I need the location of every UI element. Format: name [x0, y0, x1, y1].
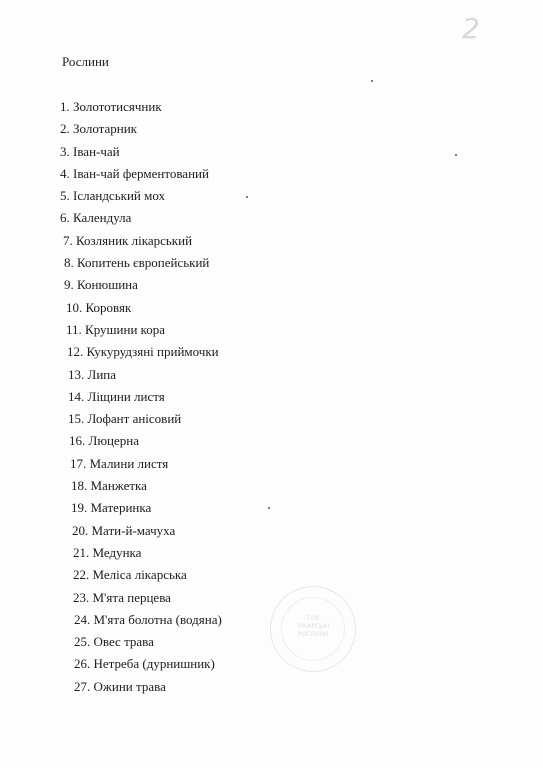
plant-list-item: 19. Материнка	[71, 500, 152, 516]
scan-speck	[246, 196, 248, 198]
plant-list-item: 4. Іван-чай ферментований	[60, 165, 209, 181]
plant-list-item: 13. Липа	[68, 366, 117, 382]
plant-list	[60, 96, 222, 698]
plant-list-item: 1. Золототисячник	[60, 99, 162, 114]
plant-list-item: 22. Меліса лікарська	[73, 567, 187, 583]
plant-list-item: 7. Козляник лікарський	[63, 232, 193, 248]
stamp-text	[271, 615, 355, 639]
plant-list-item: 12. Кукурудзяні приймочки	[67, 344, 219, 360]
plant-list-item: 25. Овес трава	[74, 634, 154, 650]
page-number: 2	[462, 12, 481, 45]
plant-list-item: 8. Копитень європейський	[64, 255, 210, 271]
plant-list-item: 17. Малини листя	[70, 455, 169, 471]
plant-list-item: 21. Медунка	[73, 544, 142, 560]
plant-list-item: 10. Коровяк	[66, 299, 132, 315]
plant-list-item: 5. Ісландський мох	[60, 188, 166, 204]
plant-list-item: 23. М'ята перцева	[73, 589, 171, 605]
stamp-line: РОСЛИНИ	[297, 631, 329, 638]
plant-list-item: 9. Конюшина	[64, 277, 138, 293]
plant-list-item: 26. Нетреба (дурнишник)	[74, 656, 215, 672]
scan-speck	[455, 154, 457, 156]
stamp-line: ЛІКАРСЬКІ	[296, 623, 330, 630]
plant-list-item: 18. Манжетка	[71, 478, 147, 494]
plant-list-item: 15. Лофант анісовий	[68, 411, 182, 427]
document-heading: Рослини	[62, 54, 109, 69]
plant-list-item: 16. Люцерна	[69, 433, 139, 449]
stamp-line: ТОВ	[306, 615, 320, 622]
plant-list-item: 14. Ліщини листя	[68, 388, 165, 404]
plant-list-item: 2. Золотарник	[60, 121, 137, 137]
faint-stamp-seal	[270, 586, 356, 672]
scan-speck	[371, 80, 373, 82]
scan-speck	[268, 507, 270, 509]
plant-list-item: 11. Крушини кора	[66, 321, 166, 337]
plant-list-item: 20. Мати-й-мачуха	[72, 522, 176, 538]
plant-list-item: 27. Ожини трава	[74, 678, 166, 694]
plant-list-item: 6. Календула	[60, 210, 132, 226]
plant-list-item: 24. М'ята болотна (водяна)	[74, 611, 222, 627]
plant-list-item: 3. Іван-чай	[60, 143, 120, 159]
